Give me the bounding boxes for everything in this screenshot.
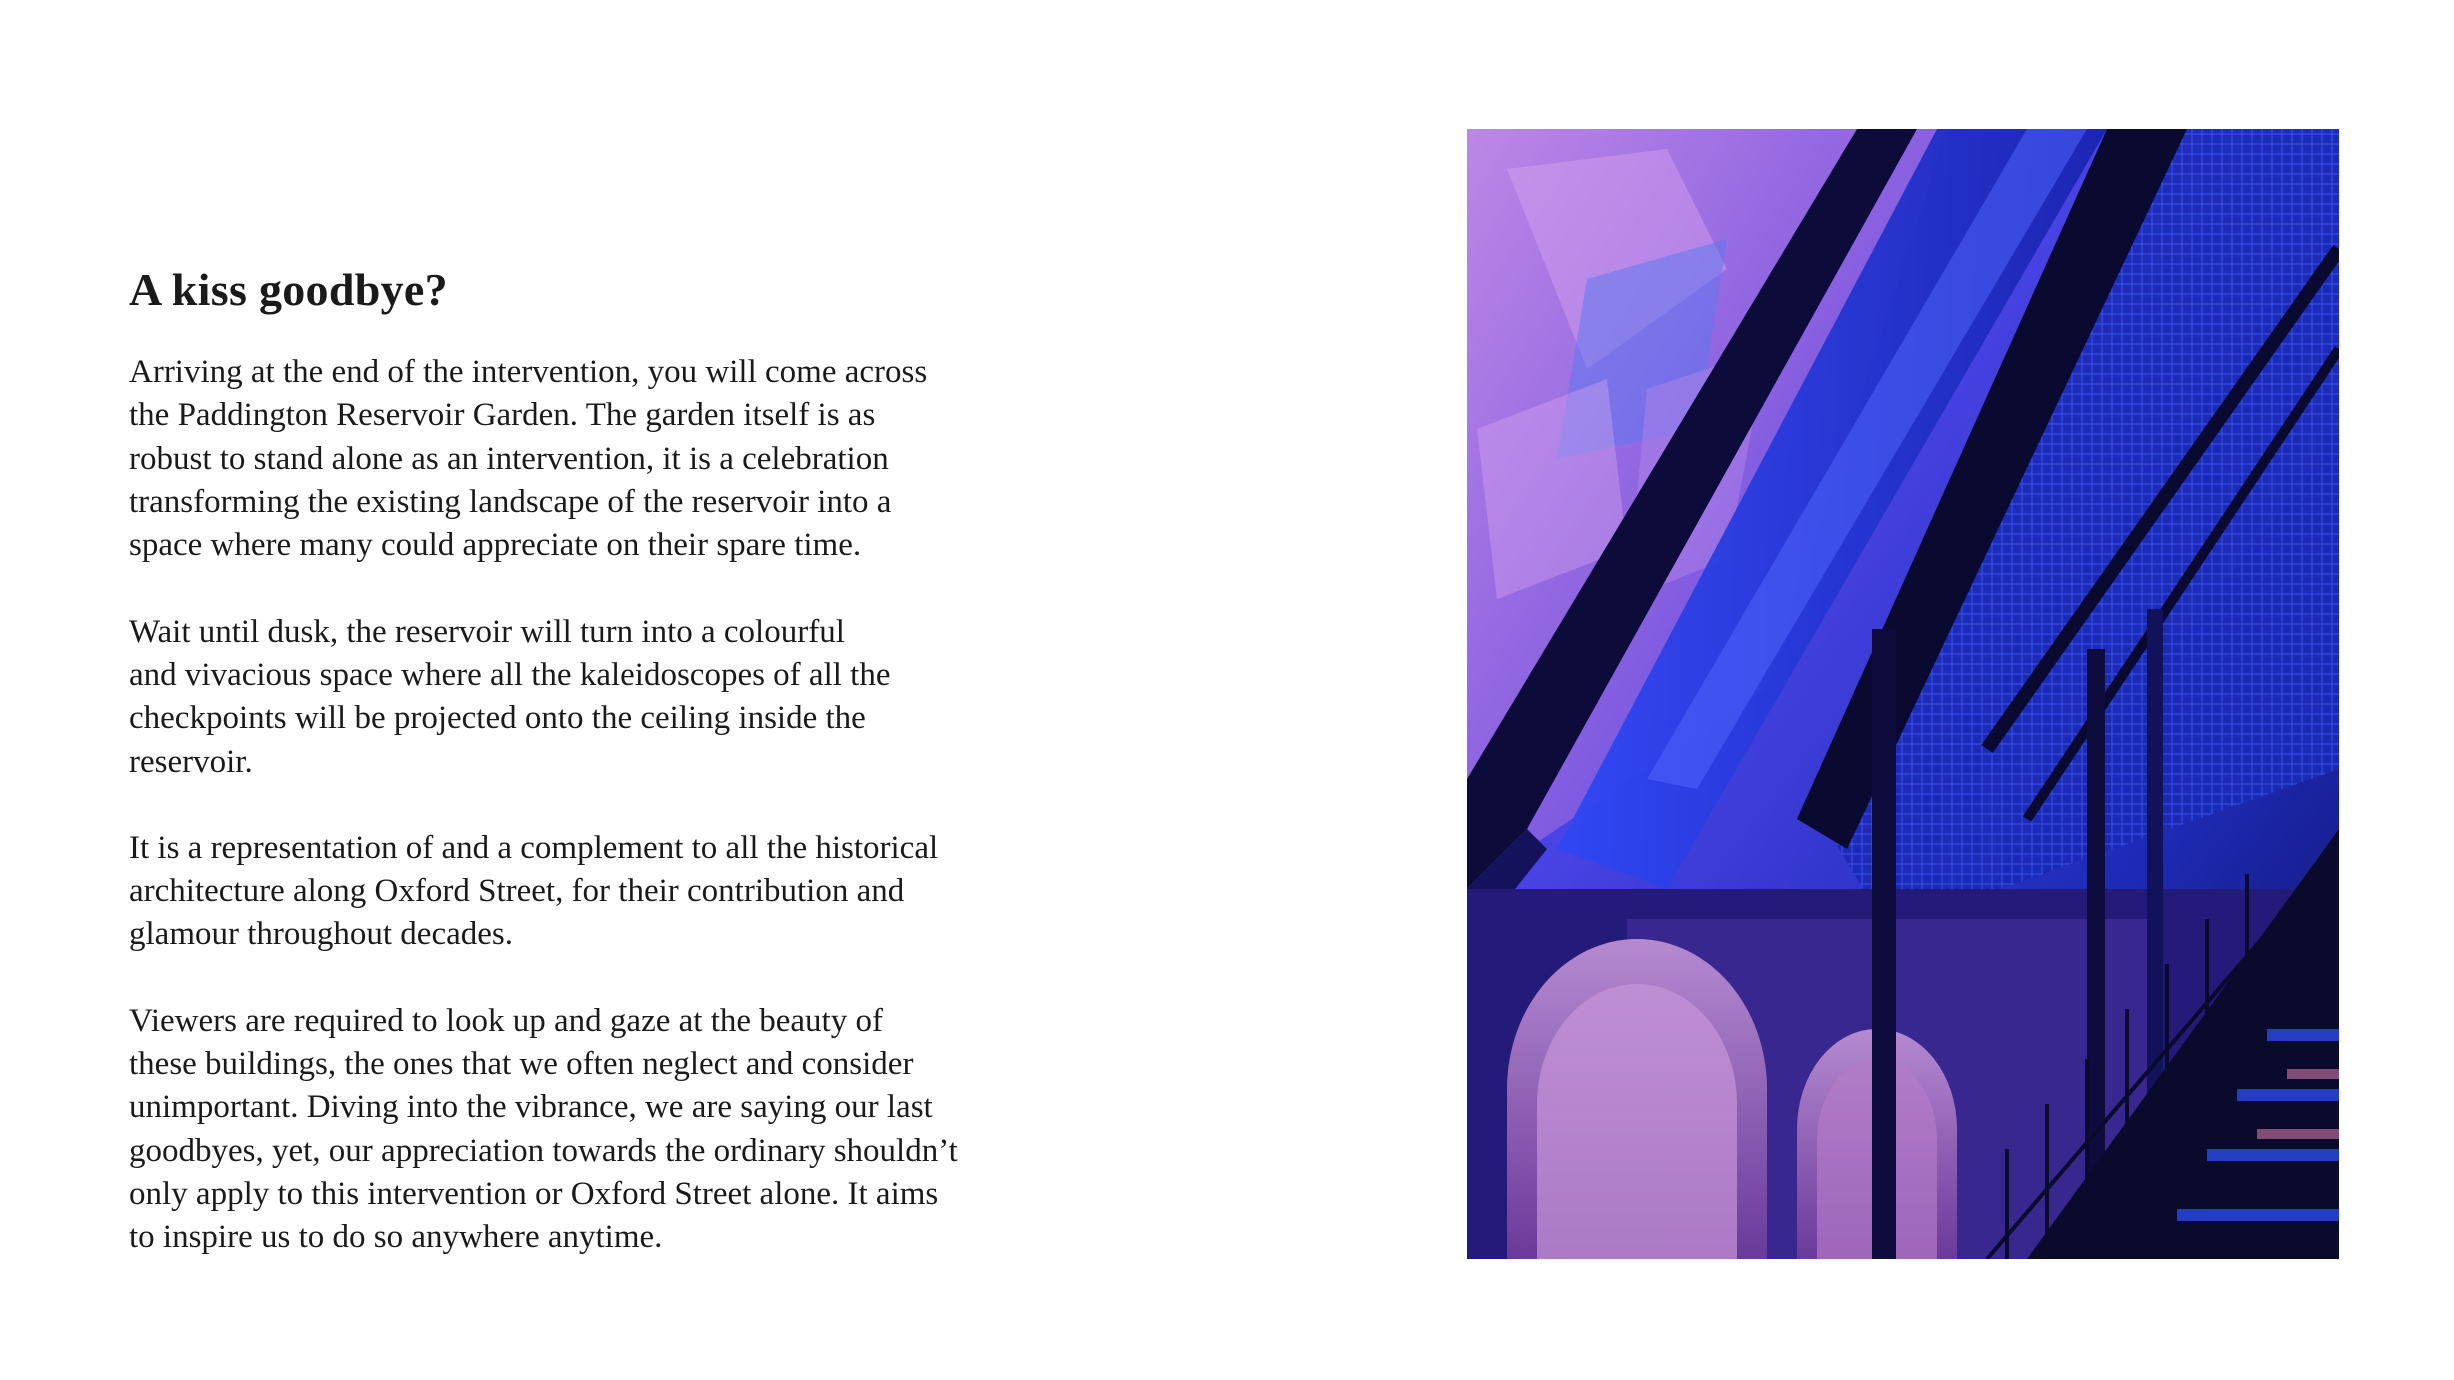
paragraph-line: the Paddington Reservoir Garden. The garden itself is as: [129, 397, 876, 434]
paragraph-line: these buildings, the ones that we often neglect and consider: [129, 1046, 914, 1083]
paragraph-line: Viewers are required to look up and gaze at the beauty of: [129, 1002, 883, 1039]
paragraph-1: [129, 351, 1089, 567]
paragraph-2: [129, 611, 1089, 784]
paragraph-line: architecture along Oxford Street, for their contribution and: [129, 873, 905, 910]
reservoir-photo-illustration: [1467, 129, 2339, 1259]
paragraph-line: Arriving at the end of the intervention, you will come across: [129, 354, 928, 391]
paragraph-line: glamour throughout decades.: [129, 916, 513, 953]
paragraph-line: and vivacious space where all the kaleidoscopes of all the: [129, 656, 891, 693]
paragraph-line: transforming the existing landscape of the reservoir into a: [129, 484, 892, 521]
paragraph-line: It is a representation of and a complement to all the historical: [129, 829, 939, 866]
paragraph-3: [129, 827, 1089, 957]
page-heading: A kiss goodbye?: [129, 264, 448, 315]
paragraph-line: space where many could appreciate on their spare time.: [129, 527, 862, 564]
paragraph-line: goodbyes, yet, our appreciation towards the ordinary shouldn’t: [129, 1132, 958, 1169]
paragraph-line: unimportant. Diving into the vibrance, we are saying our last: [129, 1089, 933, 1126]
text-column: [129, 262, 1089, 1303]
paragraph-line: Wait until dusk, the reservoir will turn into a colourful: [129, 613, 845, 650]
paragraph-line: only apply to this intervention or Oxford Street alone. It aims: [129, 1175, 939, 1212]
paragraph-line: reservoir.: [129, 743, 253, 780]
reservoir-photo: [1467, 129, 2339, 1259]
paragraph-line: to inspire us to do so anywhere anytime.: [129, 1219, 663, 1256]
paragraph-line: checkpoints will be projected onto the ceiling inside the: [129, 700, 866, 737]
paragraph-4: [129, 1000, 1089, 1260]
paragraph-line: robust to stand alone as an intervention, it is a celebration: [129, 440, 889, 477]
